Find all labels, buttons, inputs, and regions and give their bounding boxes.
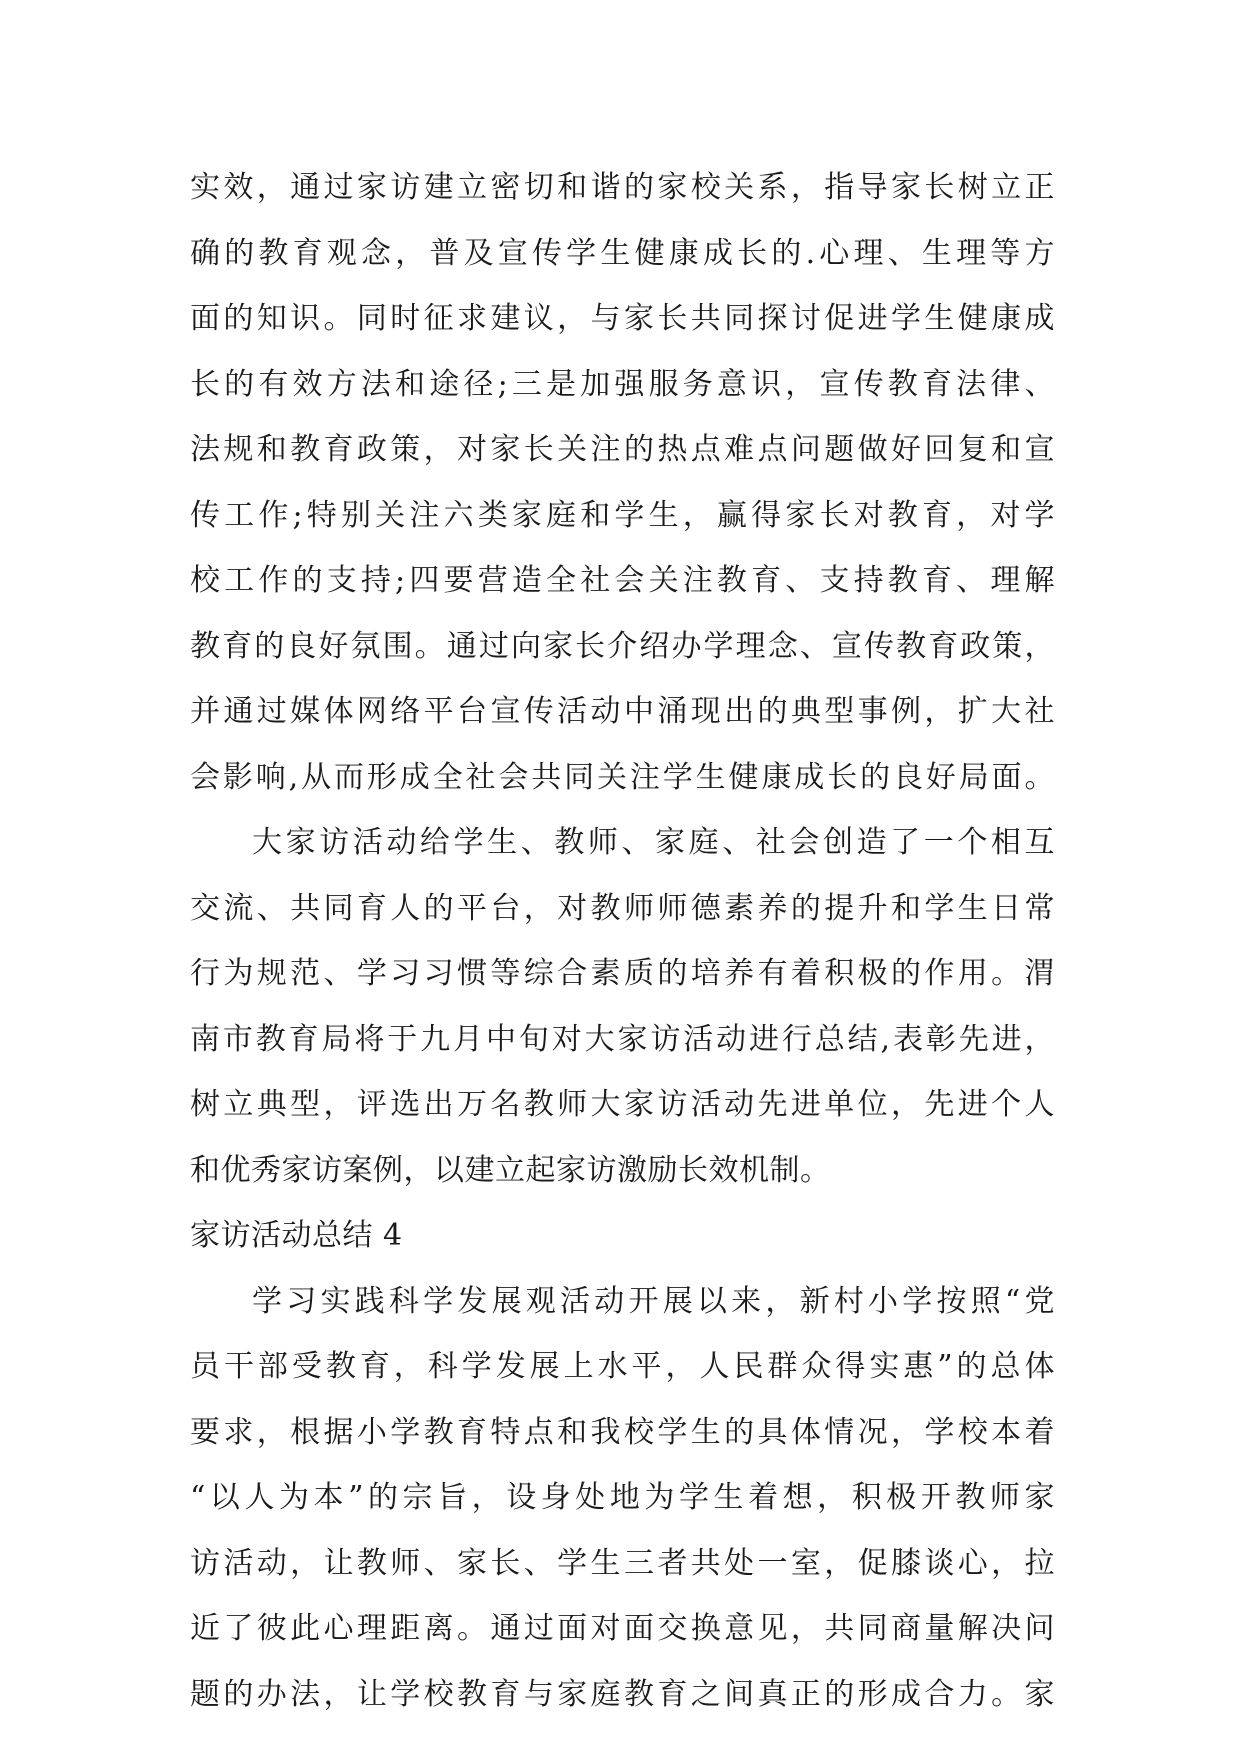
text-line: 行为规范、学习习惯等综合素质的培养有着积极的作用。渭 [190,956,1055,991]
text-line: 交流、共同育人的平台，对教师师德素养的提升和学生日常 [190,890,1055,926]
text-line: 校工作的支持;四要营造全社会关注教育、支持教育、理解 [190,563,1055,598]
text-line: 会影响,从而形成全社会共同关注学生健康成长的良好局面。 [190,759,1055,795]
section-heading: 家访活动总结 4 [190,1218,403,1253]
text-line: 学习实践科学发展观活动开展以来，新村小学按照“党 [252,1283,1055,1319]
text-line: 树立典型，评选出万名教师大家访活动先进单位，先进个人 [190,1087,1055,1122]
text-line: 南市教育局将于九月中旬对大家访活动进行总结,表彰先进， [190,1021,1055,1057]
text-line: 题的办法，让学校教育与家庭教育之间真正的形成合力。家 [190,1676,1055,1712]
paragraph-section4 [190,1269,1055,1728]
text-line: 教育的良好氛围。通过向家长介绍办学理念、宣传教育政策， [190,628,1055,664]
text-line: 大家访活动给学生、教师、家庭、社会创造了一个相互 [252,825,1055,860]
text-line: 传工作;特别关注六类家庭和学生，赢得家长对教育，对学 [190,497,1055,533]
text-line: 法规和教育政策，对家长关注的热点难点问题做好回复和宣 [190,432,1055,467]
text-line: 要求，根据小学教育特点和我校学生的具体情况，学校本着 [190,1414,1055,1450]
text-line: 访活动，让教师、家长、学生三者共处一室，促膝谈心，拉 [190,1545,1055,1581]
text-line: 确的教育观念，普及宣传学生健康成长的.心理、生理等方 [190,235,1055,271]
paragraph-summary [190,810,1055,1203]
text-line: 实效，通过家访建立密切和谐的家校关系，指导家长树立正 [190,170,1055,205]
text-line: 员干部受教育，科学发展上水平，人民群众得实惠”的总体 [190,1349,1055,1384]
text-line: 长的有效方法和途径;三是加强服务意识，宣传教育法律、 [190,366,1055,402]
paragraph-continued [190,155,1055,810]
document-body [190,155,1055,1727]
text-line: 并通过媒体网络平台宣传活动中涌现出的典型事例，扩大社 [190,694,1055,729]
text-line: “以人为本”的宗旨，设身处地为学生着想，积极开教师家 [190,1480,1055,1515]
text-line: 面的知识。同时征求建议，与家长共同探讨促进学生健康成 [190,301,1055,336]
text-line: 近了彼此心理距离。通过面对面交换意见，共同商量解决问 [190,1611,1055,1646]
text-line: 和优秀家访案例，以建立起家访激励长效机制。 [190,1152,831,1188]
